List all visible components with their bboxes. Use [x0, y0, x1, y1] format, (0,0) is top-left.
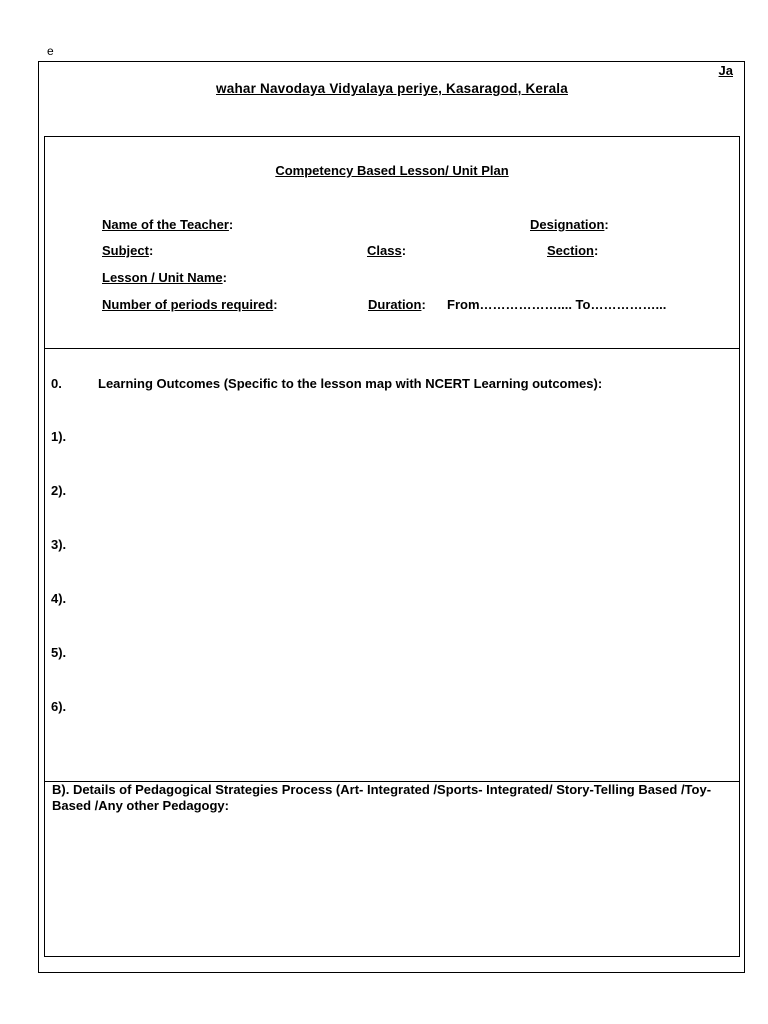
- duration-label: Duration: [368, 297, 422, 312]
- school-name: wahar Navodaya Vidyalaya periye, Kasaragod, Kerala: [216, 81, 568, 96]
- corner-text: Ja: [718, 63, 733, 78]
- plan-title: Competency Based Lesson/ Unit Plan: [275, 163, 509, 178]
- colon: :: [148, 243, 154, 258]
- teacher-name-label: Name of the Teacher: [102, 217, 229, 232]
- outcomes-number: 0.: [51, 376, 62, 391]
- class-label: Class: [367, 243, 402, 258]
- subject-label: Subject: [102, 243, 149, 258]
- outcome-item: 5).: [51, 645, 67, 660]
- section-field: [547, 243, 598, 258]
- lesson-name-label: Lesson / Unit Name: [102, 270, 223, 285]
- lesson-name-field: [102, 270, 227, 285]
- colon: :: [593, 243, 599, 258]
- teacher-name-field: [102, 217, 233, 232]
- colon: :: [421, 297, 426, 312]
- colon: :: [604, 217, 609, 232]
- outcome-item: 2).: [51, 483, 67, 498]
- outcome-item: 4).: [51, 591, 67, 606]
- stray-mark: e: [47, 44, 54, 58]
- outcome-item: 1).: [51, 429, 67, 444]
- colon: :: [228, 217, 234, 232]
- colon: :: [222, 270, 227, 285]
- learning-outcomes-box: [44, 348, 740, 782]
- colon: :: [401, 243, 407, 258]
- outcome-item: 3).: [51, 537, 67, 552]
- from-to-line: From……………….... To……………...: [447, 297, 667, 312]
- section-label: Section: [547, 243, 594, 258]
- periods-field: [102, 297, 278, 312]
- designation-field: [530, 217, 609, 232]
- class-field: [367, 243, 406, 258]
- outcomes-heading: Learning Outcomes (Specific to the lesson map with NCERT Learning outcomes):: [98, 376, 603, 391]
- duration-field: [368, 297, 426, 312]
- pedagogy-heading: B). Details of Pedagogical Strategies Process (Art- Integrated /Sports- Integrated/ Story-Telling Based /Toy-Based /Any other Pedagogy:: [52, 782, 712, 813]
- periods-label: Number of periods required: [102, 297, 274, 312]
- subject-field: [102, 243, 153, 258]
- designation-label: Designation: [530, 217, 605, 232]
- outcome-item: 6).: [51, 699, 67, 714]
- colon: :: [273, 297, 278, 312]
